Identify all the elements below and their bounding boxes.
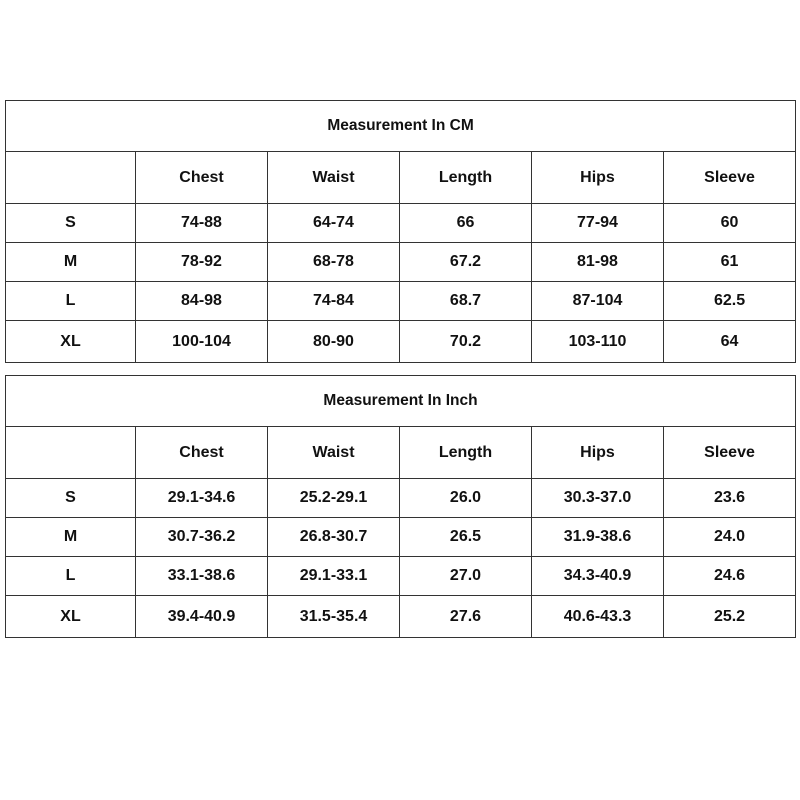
header-cell-hips: Hips	[532, 427, 664, 479]
sleeve-cell: 62.5	[664, 282, 796, 321]
table-row	[6, 321, 796, 363]
header-cell-sleeve: Sleeve	[664, 427, 796, 479]
hips-cell: 87-104	[532, 282, 664, 321]
size-label-cell: XL	[6, 321, 136, 363]
table-row	[6, 596, 796, 638]
size-label-cell: L	[6, 282, 136, 321]
sleeve-cell: 61	[664, 243, 796, 282]
size-label-cell: S	[6, 204, 136, 243]
length-cell: 27.0	[400, 557, 532, 596]
table-row	[6, 282, 796, 321]
size-label-cell: M	[6, 518, 136, 557]
table-row	[6, 479, 796, 518]
header-row	[6, 152, 796, 204]
hips-cell: 103-110	[532, 321, 664, 363]
chest-cell: 84-98	[136, 282, 268, 321]
length-cell: 27.6	[400, 596, 532, 638]
header-cell-size	[6, 427, 136, 479]
waist-cell: 74-84	[268, 282, 400, 321]
waist-cell: 26.8-30.7	[268, 518, 400, 557]
header-cell-waist: Waist	[268, 427, 400, 479]
table-row	[6, 557, 796, 596]
chest-cell: 29.1-34.6	[136, 479, 268, 518]
header-cell-chest: Chest	[136, 427, 268, 479]
table-row	[6, 243, 796, 282]
waist-cell: 80-90	[268, 321, 400, 363]
chest-cell: 39.4-40.9	[136, 596, 268, 638]
chest-cell: 30.7-36.2	[136, 518, 268, 557]
size-label-cell: S	[6, 479, 136, 518]
length-cell: 66	[400, 204, 532, 243]
hips-cell: 77-94	[532, 204, 664, 243]
hips-cell: 40.6-43.3	[532, 596, 664, 638]
header-cell-chest: Chest	[136, 152, 268, 204]
header-cell-length: Length	[400, 152, 532, 204]
length-cell: 26.0	[400, 479, 532, 518]
chest-cell: 78-92	[136, 243, 268, 282]
header-row	[6, 427, 796, 479]
length-cell: 68.7	[400, 282, 532, 321]
table-row	[6, 518, 796, 557]
waist-cell: 31.5-35.4	[268, 596, 400, 638]
sleeve-cell: 24.6	[664, 557, 796, 596]
size-label-cell: M	[6, 243, 136, 282]
sleeve-cell: 64	[664, 321, 796, 363]
table-title: Measurement In Inch	[6, 376, 796, 427]
size-table-inch	[5, 375, 796, 638]
waist-cell: 64-74	[268, 204, 400, 243]
header-cell-waist: Waist	[268, 152, 400, 204]
length-cell: 70.2	[400, 321, 532, 363]
size-label-cell: L	[6, 557, 136, 596]
length-cell: 67.2	[400, 243, 532, 282]
chest-cell: 33.1-38.6	[136, 557, 268, 596]
chest-cell: 100-104	[136, 321, 268, 363]
sleeve-cell: 60	[664, 204, 796, 243]
waist-cell: 25.2-29.1	[268, 479, 400, 518]
hips-cell: 30.3-37.0	[532, 479, 664, 518]
table-row	[6, 204, 796, 243]
table-title: Measurement In CM	[6, 101, 796, 152]
sleeve-cell: 24.0	[664, 518, 796, 557]
header-cell-length: Length	[400, 427, 532, 479]
size-label-cell: XL	[6, 596, 136, 638]
waist-cell: 68-78	[268, 243, 400, 282]
sleeve-cell: 23.6	[664, 479, 796, 518]
hips-cell: 34.3-40.9	[532, 557, 664, 596]
header-cell-size	[6, 152, 136, 204]
sleeve-cell: 25.2	[664, 596, 796, 638]
header-cell-hips: Hips	[532, 152, 664, 204]
length-cell: 26.5	[400, 518, 532, 557]
waist-cell: 29.1-33.1	[268, 557, 400, 596]
header-cell-sleeve: Sleeve	[664, 152, 796, 204]
hips-cell: 81-98	[532, 243, 664, 282]
size-table-cm	[5, 100, 796, 363]
hips-cell: 31.9-38.6	[532, 518, 664, 557]
chest-cell: 74-88	[136, 204, 268, 243]
